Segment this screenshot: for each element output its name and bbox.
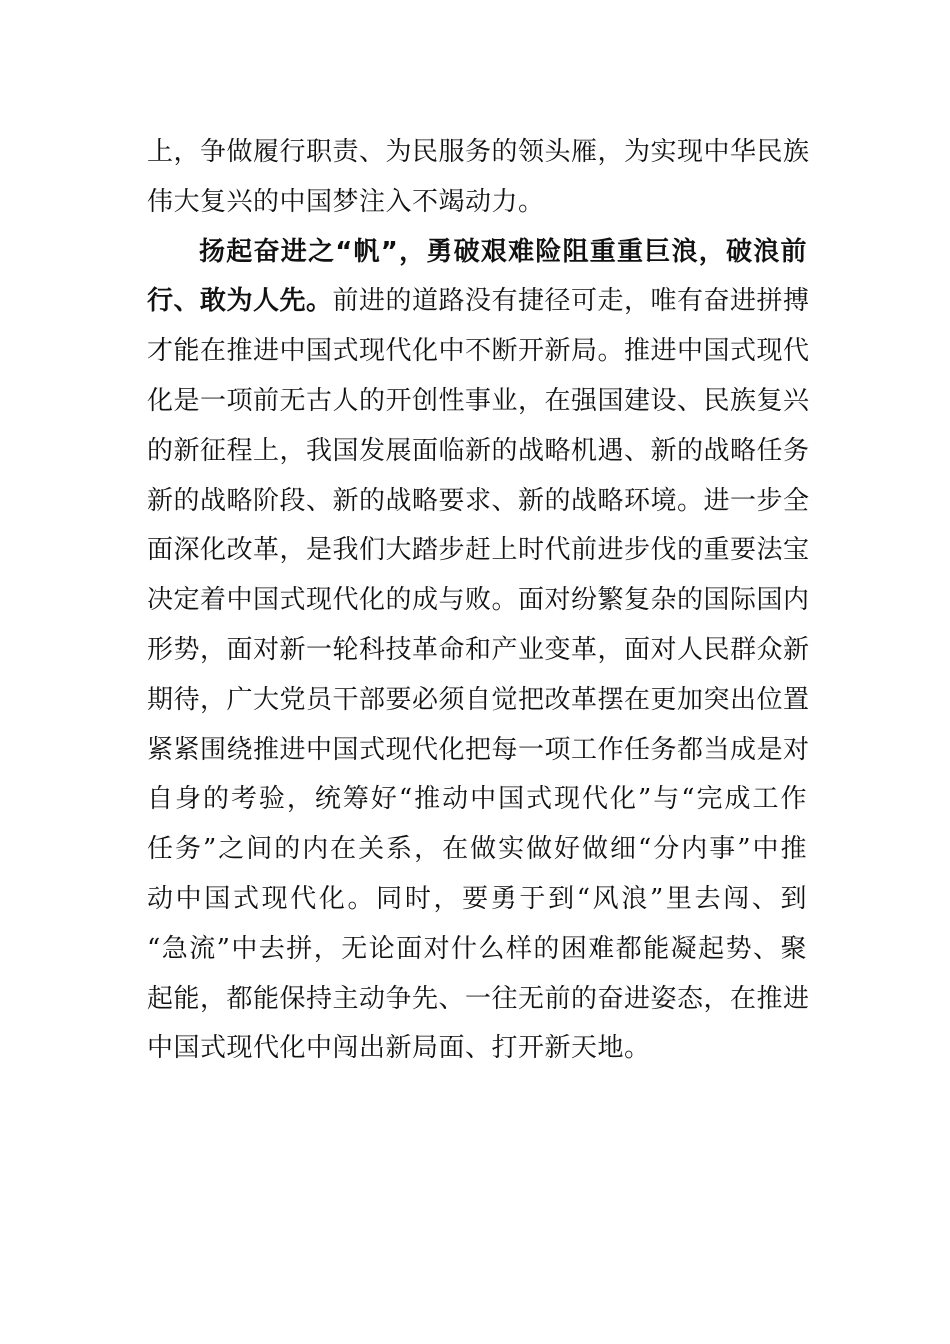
text-line: 决定着中国式现代化的成与败。面对纷繁复杂的国际国内 xyxy=(147,585,810,616)
body-text xyxy=(147,128,810,1074)
text-line: 化是一项前无古人的开创性事业，在强国建设、民族复兴 xyxy=(147,385,810,416)
section-heading-end: 行、敢为人先。 xyxy=(147,286,333,317)
text-line: 自身的考验，统筹好“推动中国式现代化”与“完成工作 xyxy=(147,784,807,815)
text-line: 中国式现代化中闯出新局面、打开新天地。 xyxy=(147,1033,651,1064)
text-line: 才能在推进中国式现代化中不断开新局。推进中国式现代 xyxy=(147,336,810,367)
mixed-line xyxy=(147,277,810,327)
text-line: 面深化改革，是我们大踏步赶上时代前进步伐的重要法宝 xyxy=(147,535,810,566)
text-line: 任务”之间的内在关系，在做实做好做细“分内事”中推 xyxy=(147,834,807,865)
text-line: 紧紧围绕推进中国式现代化把每一项工作任务都当成是对 xyxy=(147,734,810,765)
text-line: 动中国式现代化。同时，要勇于到“风浪”里去闯、到 xyxy=(147,883,807,914)
text-line: “急流”中去拼，无论面对什么样的困难都能凝起势、聚 xyxy=(147,933,807,964)
paragraph-text: 前进的道路没有捷径可走，唯有奋进拼搏 xyxy=(332,286,810,317)
text-line: 伟大复兴的中国梦注入不竭动力。 xyxy=(147,186,545,217)
text-line: 起能，都能保持主动争先、一往无前的奋进姿态，在推进 xyxy=(147,983,810,1014)
text-line: 形势，面对新一轮科技革命和产业变革，面对人民群众新 xyxy=(147,634,810,665)
section-heading-line: 扬起奋进之“帆”，勇破艰难险阻重重巨浪，破浪前 xyxy=(199,236,807,267)
text-line: 新的战略阶段、新的战略要求、新的战略环境。进一步全 xyxy=(147,485,810,516)
text-line: 期待，广大党员干部要必须自觉把改革摆在更加突出位置 xyxy=(147,684,810,715)
text-line: 的新征程上，我国发展面临新的战略机遇、新的战略任务 xyxy=(147,435,810,466)
text-line: 上，争做履行职责、为民服务的领头雁，为实现中华民族 xyxy=(147,137,810,167)
